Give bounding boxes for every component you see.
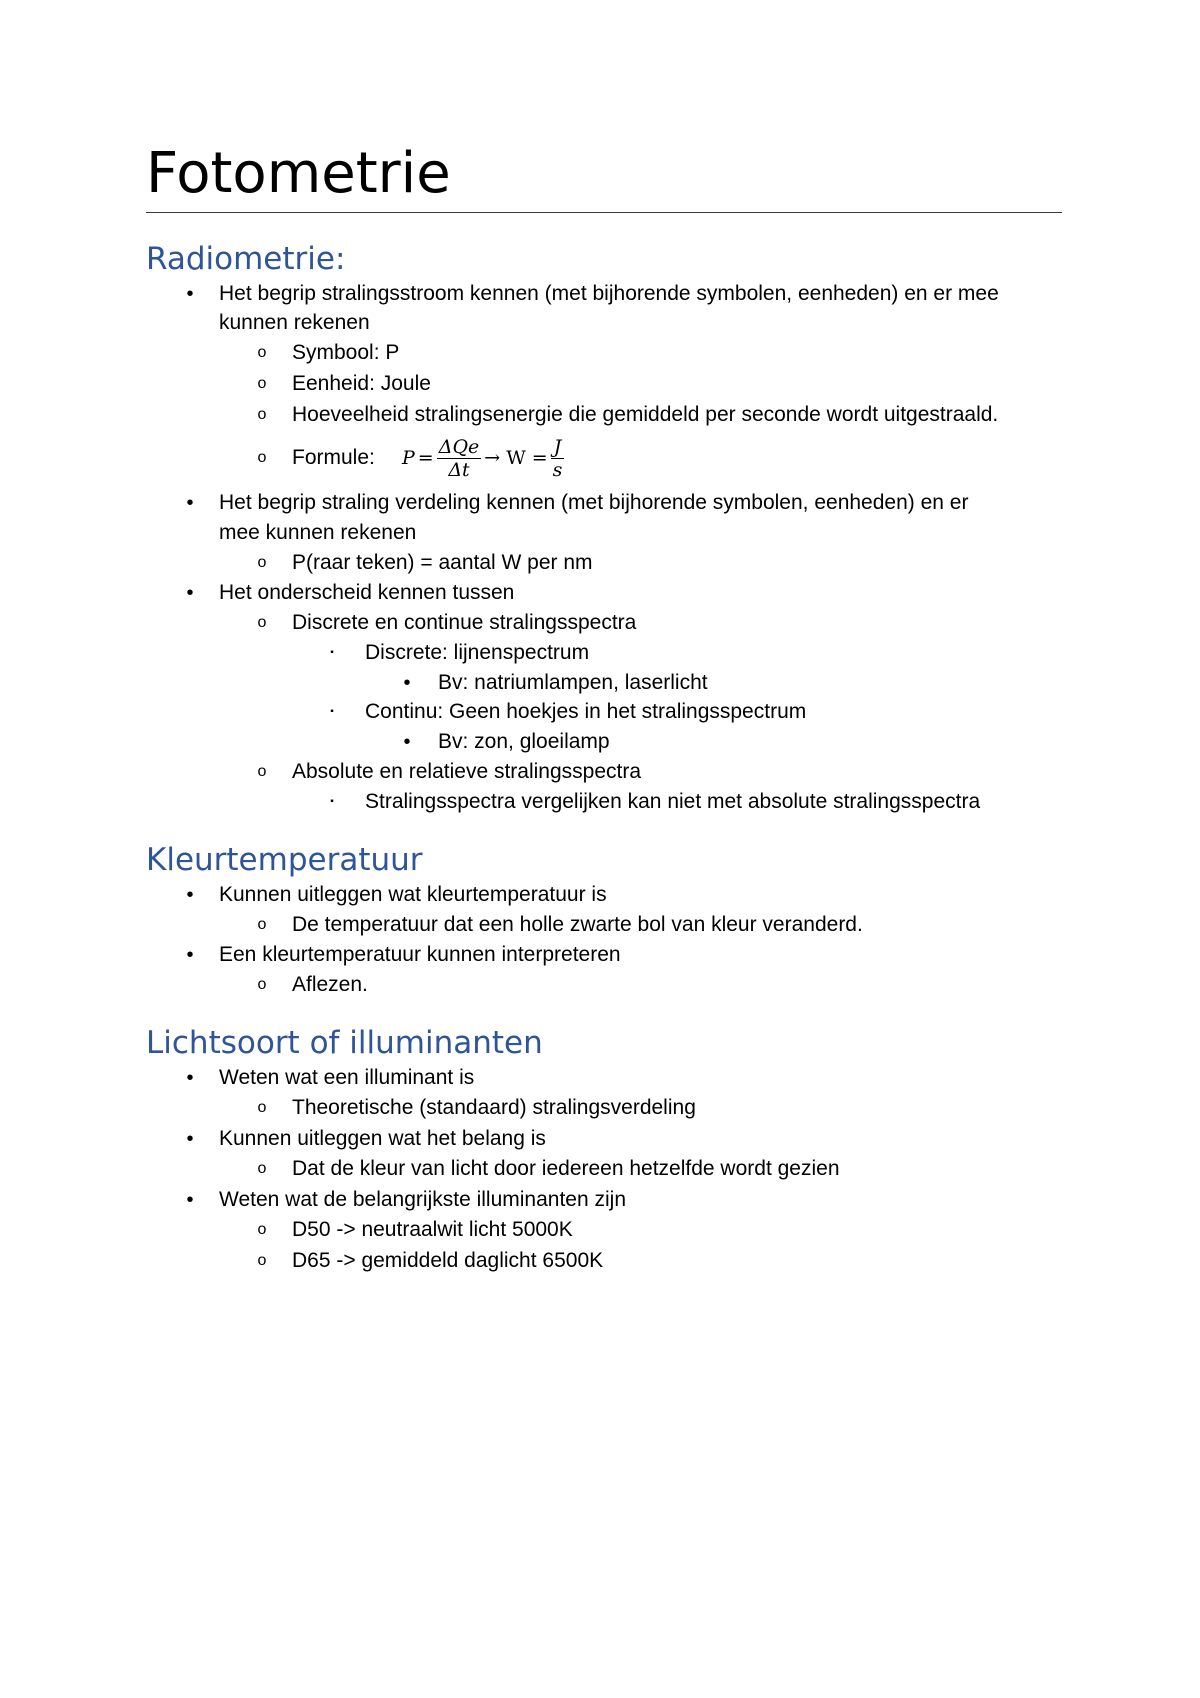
formula-equals: =: [417, 447, 434, 469]
circle-marker: o: [257, 614, 267, 631]
formula-fraction-2: $\frac{J}{s}$: [552, 435, 563, 481]
circle-marker: o: [257, 976, 267, 993]
bullet-marker: •: [403, 672, 411, 694]
bullet-marker: •: [186, 492, 194, 514]
formula-rhs: W: [506, 447, 526, 469]
circle-marker: o: [257, 1252, 267, 1269]
bullet-marker: •: [186, 884, 194, 906]
circle-marker: o: [257, 763, 267, 780]
formula-arrow: →: [484, 447, 501, 469]
bullet-marker: •: [186, 1067, 194, 1089]
bullet-marker: •: [403, 731, 411, 753]
formula: [402, 430, 564, 486]
circle-marker: o: [257, 1099, 267, 1116]
bullet-marker: •: [186, 1128, 194, 1150]
bullet-marker: •: [186, 944, 194, 966]
section-heading-kleurtemperatuur: Kleurtemperatuur: [146, 842, 423, 878]
bullet-marker: •: [186, 582, 194, 604]
bullet-marker: •: [186, 283, 194, 305]
circle-marker: o: [257, 554, 267, 571]
page-title: Fotometrie: [146, 141, 451, 206]
circle-marker: o: [257, 916, 267, 933]
formula-equals-2: =: [531, 447, 548, 469]
square-marker: ▪: [330, 647, 334, 658]
section-heading-illuminanten: Lichtsoort of illuminanten: [146, 1025, 543, 1061]
document-page: Fotometrie Radiometrie: • Het begrip stralingsstroom kennen (met bijhorende symbolen, eenheden) en er mee kunnen rekenen o Symbool: P o Eenheid: Joule o Hoeveelheid stralingsenergie die gemiddeld per seconde wordt uitgestraald. o Formule: P = $\frac{\text{ΔQe}}{\Delta t}$ → W = $\frac{J}{s}$ • Het begrip straling verdeling kennen (met bijhorende symbolen, eenheden) en er mee kunnen rekenen o P(raar teken) = aantal W per nm • Het onderscheid kennen tussen o Discrete en continue stralingsspectra ▪ Discrete: lijnenspectrum • Bv: natriumlampen, laserlicht ▪ Continu: Geen hoekjes in het stralingsspectrum • Bv: zon, gloeilamp o Absolute en relatieve stralingsspectra ▪ Stralingsspectra vergelijken kan niet met absolute stralingsspectra Kleurtemperatuur • Kunnen uitleggen wat kleurtemperatuur is o De temperatuur dat een holle zwarte bol van kleur veranderd. • Een kleurtemperatuur kunnen interpreteren o Aflezen. Lichtsoort of illuminanten • Weten wat een illuminant is o Theoretische (standaard) stralingsverdeling • Kunnen uitleggen wat het belang is o Dat de kleur van licht door iedereen hetzelfde wordt gezien • Weten wat de belangrijkste illuminanten zijn o D50 -> neutraalwit licht 5000K o D65 -> gemiddeld daglicht 6500K: [0, 0, 1200, 1698]
circle-marker: o: [257, 449, 267, 466]
circle-marker: o: [257, 375, 267, 392]
circle-marker: o: [257, 344, 267, 361]
square-marker: ▪: [330, 796, 334, 807]
bullet-marker: •: [186, 1189, 194, 1211]
circle-marker: o: [257, 1160, 267, 1177]
formula-lhs: P: [402, 447, 415, 469]
title-underline: [146, 212, 1062, 213]
formula-label: Formule:: [292, 446, 375, 469]
circle-marker: o: [257, 406, 267, 423]
square-marker: ▪: [330, 706, 334, 717]
circle-marker: o: [257, 1221, 267, 1238]
formula-fraction-1: $\frac{\text{ΔQe}}{\Delta t}$: [438, 435, 480, 481]
section-heading-radiometrie: Radiometrie:: [146, 241, 346, 277]
